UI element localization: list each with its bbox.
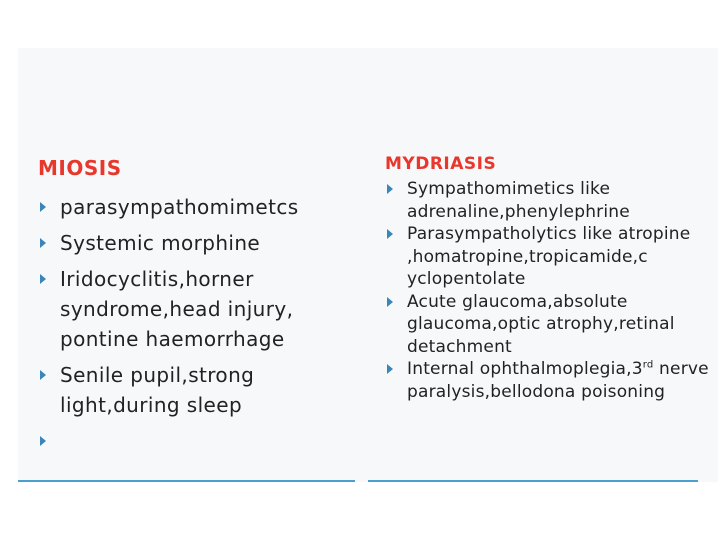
bullet-arrow-icon xyxy=(40,370,46,380)
bullet-arrow-icon xyxy=(387,184,393,194)
list-item-text: Iridocyclitis,horner syndrome,head injury, pontine haemorrhage xyxy=(60,267,294,351)
content-panel xyxy=(18,48,718,482)
list-item xyxy=(38,228,358,258)
list-item xyxy=(38,192,358,222)
bullet-arrow-icon xyxy=(40,436,46,446)
bullet-arrow-icon xyxy=(387,364,393,374)
list-item xyxy=(38,360,358,420)
miosis-heading: MIOSIS xyxy=(38,156,122,180)
bullet-arrow-icon xyxy=(40,238,46,248)
list-item-text: parasympathomimetcs xyxy=(60,195,299,219)
list-item xyxy=(38,264,358,354)
list-item xyxy=(385,178,715,223)
miosis-column xyxy=(18,48,356,482)
bullet-arrow-icon xyxy=(40,274,46,284)
list-item xyxy=(385,223,715,291)
mydriasis-column xyxy=(367,48,718,482)
list-item-text: Systemic morphine xyxy=(60,231,261,255)
list-item xyxy=(385,358,715,403)
superscript-ordinal: rd xyxy=(642,359,654,371)
list-item-text: Internal ophthalmoplegia,3 xyxy=(407,359,643,379)
list-item-text: Acute glaucoma,absolute glaucoma,optic atrophy,retinal detachment xyxy=(407,291,675,357)
list-item-empty xyxy=(38,426,358,456)
list-item-text: Senile pupil,strong light,during sleep xyxy=(60,363,255,417)
list-item-text: Parasympatholytics like atropine ,homatropine,tropicamide,c yclopentolate xyxy=(407,224,691,289)
mydriasis-heading: MYDRIASIS xyxy=(385,154,497,174)
list-item xyxy=(385,291,715,359)
bullet-arrow-icon xyxy=(387,297,393,307)
miosis-list xyxy=(38,192,358,462)
mydriasis-list xyxy=(385,178,715,403)
bullet-arrow-icon xyxy=(40,202,46,212)
right-divider-rule xyxy=(368,480,698,482)
list-item-text: Sympathomimetics like adrenaline,phenylephrine xyxy=(407,179,630,222)
left-divider-rule xyxy=(18,480,355,482)
bullet-arrow-icon xyxy=(387,229,393,239)
list-item-text-cont: nerve paralysis,bellodona poisoning xyxy=(407,359,709,402)
